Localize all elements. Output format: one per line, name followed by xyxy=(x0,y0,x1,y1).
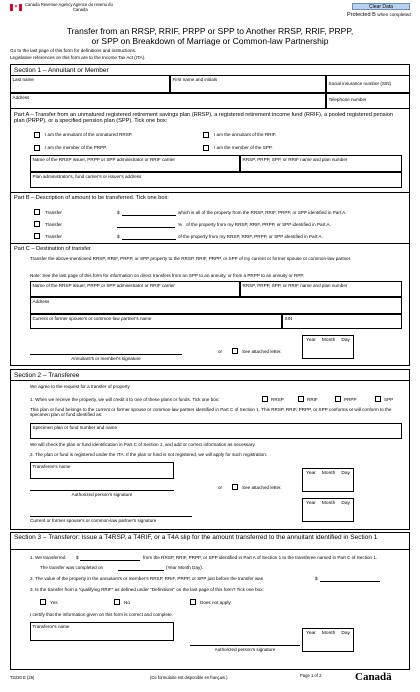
or-text: or xyxy=(218,349,223,354)
q1-text: 1. When we receive the property, we will credit it to one of these plans or funds. Tick one box: xyxy=(30,397,220,402)
checkbox-prpp[interactable] xyxy=(335,396,341,402)
rrif-label: RRIF xyxy=(307,397,318,402)
agency-name-en: Canada Revenue Agency xyxy=(25,2,73,7)
part-b-title: Part B – Description of amount to be transferred. Tick one box: xyxy=(14,195,169,201)
french-availability: (Ce formulaire est disponible en français.) xyxy=(150,675,228,680)
agree-text: We agree to the request for a transfer of property xyxy=(30,384,130,389)
section3-signature-line[interactable] xyxy=(190,645,300,646)
checkbox-transfer-percent[interactable] xyxy=(34,221,40,227)
amount-all-input[interactable] xyxy=(122,215,176,216)
part-a-issuer-field[interactable] xyxy=(30,155,240,172)
dollar-sign: $ xyxy=(117,210,120,215)
date-day: Day xyxy=(341,338,350,343)
or-text: or xyxy=(218,485,223,490)
part-c-plan-label: RRSP, PRPP, SPP, or RRIF name and plan number xyxy=(242,283,348,288)
checkbox-no[interactable] xyxy=(114,599,120,605)
canada-wordmark: Canadä xyxy=(355,671,392,683)
date-year: Year xyxy=(306,501,316,506)
form-title-line1: Transfer from an RRSP, RRIF, PRPP or SPP to Another RRSP, RRIF, PRPP, xyxy=(66,26,354,36)
clear-data-button[interactable]: Clear Data xyxy=(352,3,410,10)
checkbox-rrsp[interactable] xyxy=(262,396,268,402)
checkbox-rrif[interactable] xyxy=(298,396,304,402)
section2-date-field-2[interactable] xyxy=(302,498,354,522)
partner-signature-line[interactable] xyxy=(30,516,192,517)
see-attached-label: See attached letter. xyxy=(242,485,282,490)
last-name-field[interactable] xyxy=(10,75,170,93)
agency-name-fr: Agence du revenu du Canada xyxy=(73,2,113,12)
percent-input[interactable] xyxy=(117,227,175,228)
checkbox-spp[interactable] xyxy=(375,396,381,402)
q2-text: 2. The value of the property in the annuitant's or member's RRSP, RRIF, PRPP, or SPP just before the transfer was xyxy=(30,576,264,581)
date-day: Day xyxy=(341,631,350,636)
date-month: Month xyxy=(321,501,336,506)
checkbox-transfer-all[interactable] xyxy=(34,209,40,215)
transfer-label: Transfer xyxy=(45,234,62,239)
transferor-name-field[interactable] xyxy=(30,622,174,641)
part-a-admin-address-label: Plan administrator's, fund carrier's or issuer's address xyxy=(32,174,142,179)
yes-label: Yes xyxy=(50,600,58,605)
part-a-intro: Part A – Transfer from an unmatured registered retirement savings plan (RRSP), a registered retirement income fund (RRIF), a pooled registered pension plan (PRPP), or a specified pension plan (SPP). Tick one box: xyxy=(14,112,393,125)
q1d-text: (Year Month Day). xyxy=(166,565,204,570)
last-name-label: Last name xyxy=(12,77,34,82)
specimen-label: Specimen plan or fund number and name xyxy=(32,425,118,430)
transferee-name-label: Transferee's name xyxy=(32,464,71,469)
transferee-name-field[interactable] xyxy=(30,462,174,479)
transferred-amount-input[interactable] xyxy=(80,560,140,561)
part-c-issuer-field[interactable] xyxy=(30,281,240,297)
no-label: No xyxy=(124,600,130,605)
section2-date-field-1[interactable] xyxy=(302,468,354,492)
dollar-sign: $ xyxy=(76,555,79,560)
annuitant-signature-label: Annuitant's or member's signature xyxy=(71,356,141,361)
q1c-text: The transfer was completed on xyxy=(40,565,104,570)
does-not-apply-label: Does not apply xyxy=(200,600,231,605)
sin-label: Social insurance number (SIN) xyxy=(328,81,392,86)
certify-text: I certify that the information given on this form is correct and complete. xyxy=(30,612,173,617)
partner-name-label: Current or former spouse's or common-law partner's name xyxy=(32,316,152,321)
check-text: We will check the plan or fund identification in Part C of Section 1, and add or correct information as necessary. xyxy=(30,442,256,447)
section1-title: Section 1 – Annuitant or Member xyxy=(14,67,109,74)
note-legislative: Legislative references on this form are to the Income Tax Act (ITA). xyxy=(10,55,146,60)
line-percent-text: of the property from my RRSP, RRIF, PRPP, or SPP identified in Part A. xyxy=(186,222,331,227)
first-name-field[interactable] xyxy=(170,75,326,93)
date-year: Year xyxy=(306,338,316,343)
partner-sin-label: SIN xyxy=(284,316,293,321)
date-year: Year xyxy=(306,471,316,476)
page-number: Page 1 of 2 xyxy=(300,673,322,678)
checkbox-see-attached[interactable] xyxy=(232,348,238,354)
part-a-issuer-label: Name of the RRSP issuer, PRPP or SPP administrator or RRIF carrier xyxy=(32,157,175,162)
date-year: Year xyxy=(306,631,316,636)
divider xyxy=(10,380,410,381)
q1a-text: 1. We transferred xyxy=(30,555,66,560)
checkbox-rrif-annuitant[interactable] xyxy=(203,132,209,138)
specimen-field[interactable] xyxy=(30,423,402,439)
transferor-name-label: Transferor's name xyxy=(32,624,70,629)
checkbox-yes[interactable] xyxy=(40,599,46,605)
part-c-date-field[interactable] xyxy=(302,335,354,359)
part-c-text2: Note: See the last page of this form for information on direct transfers from an SPP to an annuity, or from a PRPP to an annuity or RPP. xyxy=(30,273,305,278)
property-value-input[interactable] xyxy=(320,581,380,582)
divider xyxy=(10,192,410,193)
plan-belongs-text: This plan or fund belongs to the current or former spouse or common-law partner identified in Part C of Section 1. This RRSP, RRIF, PRPP, or SPP conforms or will conform to the specimen plan or fund identified as: xyxy=(30,407,392,418)
dollar-sign: $ xyxy=(315,576,318,581)
partner-signature-label: Current or former spouse's or common-law partner's signature xyxy=(30,518,157,523)
q3-text: 3. Is the transfer from a "qualifying RRIF" as defined under "Definitions" on the last page of this form? Tick one box: xyxy=(30,587,264,592)
dollar-sign: $ xyxy=(117,234,120,239)
opt-rrsp-annuitant: I am the annuitant of the unmatured RRSP. xyxy=(45,132,133,137)
checkbox-spp-member[interactable] xyxy=(203,145,209,151)
address-label: Address xyxy=(12,95,30,100)
part-c-issuer-label: Name of the RRSP issuer, PRPP or SPP administrator or RRIF carrier xyxy=(32,283,175,288)
prpp-label: PRPP xyxy=(344,397,357,402)
date-day: Day xyxy=(341,471,350,476)
date-month: Month xyxy=(321,338,336,343)
part-c-text1: Transfer the above-mentioned RRSP, RRIF, PRPP, or SPP property to the RRSP, RRIF, PRPP, or SPP of my current or former spouse or common-law partner. xyxy=(30,256,352,261)
see-attached-label: See attached letter. xyxy=(242,349,282,354)
part-a-plan-label: RRSP, PRPP, SPP, or RRIF name and plan number xyxy=(242,157,348,162)
part-a-admin-address-field[interactable] xyxy=(30,172,402,188)
section3-signature-label: Authorized person's signature xyxy=(214,647,276,652)
date-month: Month xyxy=(321,631,336,636)
checkbox-transfer-amount[interactable] xyxy=(34,233,40,239)
sin-field[interactable] xyxy=(326,75,410,93)
form-title-line2: or SPP on Breakdown of Marriage or Common-law Partnership xyxy=(91,35,329,46)
telephone-field[interactable] xyxy=(326,93,410,109)
percent-sign: % xyxy=(178,222,183,227)
line-all-text: which is all of the property from the RRSP, RRIF, PRPP, or SPP identified in Part A. xyxy=(178,210,347,215)
checkbox-see-attached-2[interactable] xyxy=(232,484,238,490)
part-c-address-label: Address xyxy=(32,299,50,304)
annuitant-signature-line[interactable] xyxy=(30,354,182,355)
first-name-label: First name and initials xyxy=(172,77,218,82)
protected-b-label xyxy=(347,12,411,18)
rrsp-label: RRSP xyxy=(271,397,284,402)
part-c-plan-field[interactable] xyxy=(240,281,402,297)
date-month: Month xyxy=(321,471,336,476)
checkbox-does-not-apply[interactable] xyxy=(190,599,196,605)
partner-sin-field[interactable] xyxy=(282,314,402,329)
transfer-label: Transfer xyxy=(45,210,62,215)
opt-prpp-member: I am the member of the PRPP. xyxy=(45,145,107,150)
amount-input[interactable] xyxy=(122,239,176,240)
when-completed: when completed xyxy=(377,12,411,17)
auth-signature-label: Authorized person's signature xyxy=(71,492,133,497)
part-c-address-field[interactable] xyxy=(30,297,402,314)
checkbox-prpp-member[interactable] xyxy=(34,145,40,151)
section3-date-field[interactable] xyxy=(302,628,354,652)
canada-flag-icon: ✦ xyxy=(10,4,22,11)
auth-signature-line[interactable] xyxy=(30,490,174,491)
transfer-label: Transfer xyxy=(45,222,62,227)
date-day: Day xyxy=(341,501,350,506)
note-definitions: Go to the last page of this form for definitions and instructions. xyxy=(10,48,137,53)
protected-b: Protected B xyxy=(347,12,376,18)
section2-title: Section 2 – Transferee xyxy=(14,372,80,379)
address-field[interactable] xyxy=(10,93,326,109)
telephone-label: Telephone number xyxy=(328,97,367,102)
completed-date-input[interactable] xyxy=(118,570,164,571)
partner-name-field[interactable] xyxy=(30,314,282,329)
divider xyxy=(10,549,410,550)
section3-title: Section 3 – Transferor: Issue a T4RSP, a T4RIF, or a T4A slip for the amount transferred to the annuitant identified in Section 1 xyxy=(14,534,378,541)
checkbox-rrsp-annuitant[interactable] xyxy=(34,132,40,138)
spp-label: SPP xyxy=(384,397,394,402)
opt-spp-member: I am the member of the SPP. xyxy=(214,145,273,150)
part-c-title: Part C – Destination of transfer xyxy=(14,246,91,252)
form-id: T2220 E (25) xyxy=(10,675,35,680)
q1b-text: from the RRSP, RRIF, PRPP, or SPP identified in Part A of Section 1 to the transferee named in Part C of Section 1. xyxy=(143,555,378,560)
opt-rrif-annuitant: I am the annuitant of the RRIF. xyxy=(214,132,277,137)
q2-text: 2. The plan or fund is registered under the ITA. If the plan or fund is not registered, we will apply for such registration: xyxy=(30,452,268,457)
form-title xyxy=(10,27,410,47)
line-amount-text: of the property from my RRSP, RRIF, PRPP, or SPP identified in Part A. xyxy=(178,234,323,239)
divider xyxy=(10,243,410,244)
part-a-plan-field[interactable] xyxy=(240,155,402,172)
